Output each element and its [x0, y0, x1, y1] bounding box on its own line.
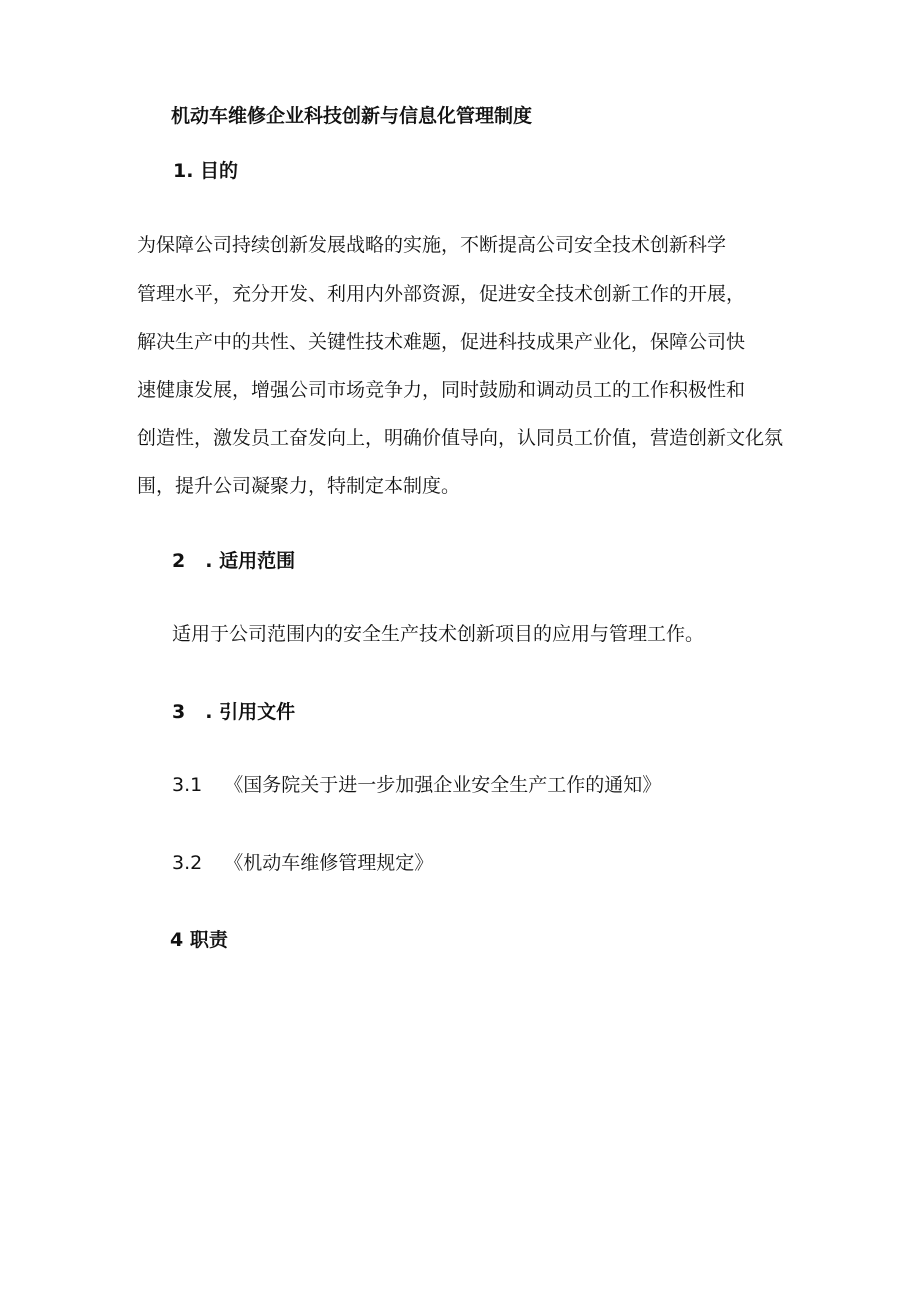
section-3-number: 3 — [172, 701, 186, 723]
section-1-heading: 1. 目的 — [173, 160, 239, 182]
section-1-paragraph-line: 管理水平，充分开发、利用内外部资源，促进安全技术创新工作的开展， — [137, 283, 746, 305]
reference-number: 3.2 — [172, 852, 203, 874]
section-2-heading — [172, 548, 295, 574]
document-title: 机动车维修企业科技创新与信息化管理制度 — [171, 105, 533, 127]
section-1-paragraph-line: 创造性，激发员工奋发向上，明确价值导向，认同员工价值，营造创新文化氛 — [137, 427, 784, 449]
section-1-paragraph-line: 解决生产中的共性、关键性技术难题，促进科技成果产业化，保障公司快 — [137, 331, 746, 353]
section-1-paragraph-line: 围，提升公司凝聚力，特制定本制度。 — [137, 475, 461, 497]
section-3-title: . 引用文件 — [205, 701, 296, 723]
section-2-title: . 适用范围 — [205, 550, 296, 572]
reference-item — [172, 850, 433, 876]
reference-text: 《国务院关于进一步加强企业安全生产工作的通知》 — [224, 774, 662, 796]
reference-text: 《机动车维修管理规定》 — [224, 852, 434, 874]
section-2-number: 2 — [172, 550, 186, 572]
reference-number: 3.1 — [172, 774, 203, 796]
section-1-paragraph-line: 为保障公司持续创新发展战略的实施，不断提高公司安全技术创新科学 — [137, 234, 727, 256]
reference-item — [172, 772, 661, 798]
section-2-paragraph: 适用于公司范围内的安全生产技术创新项目的应用与管理工作。 — [172, 623, 705, 645]
section-3-heading — [172, 699, 295, 725]
section-4-heading: 4 职责 — [170, 929, 228, 951]
section-1-paragraph-line: 速健康发展，增强公司市场竞争力，同时鼓励和调动员工的工作积极性和 — [137, 379, 746, 401]
